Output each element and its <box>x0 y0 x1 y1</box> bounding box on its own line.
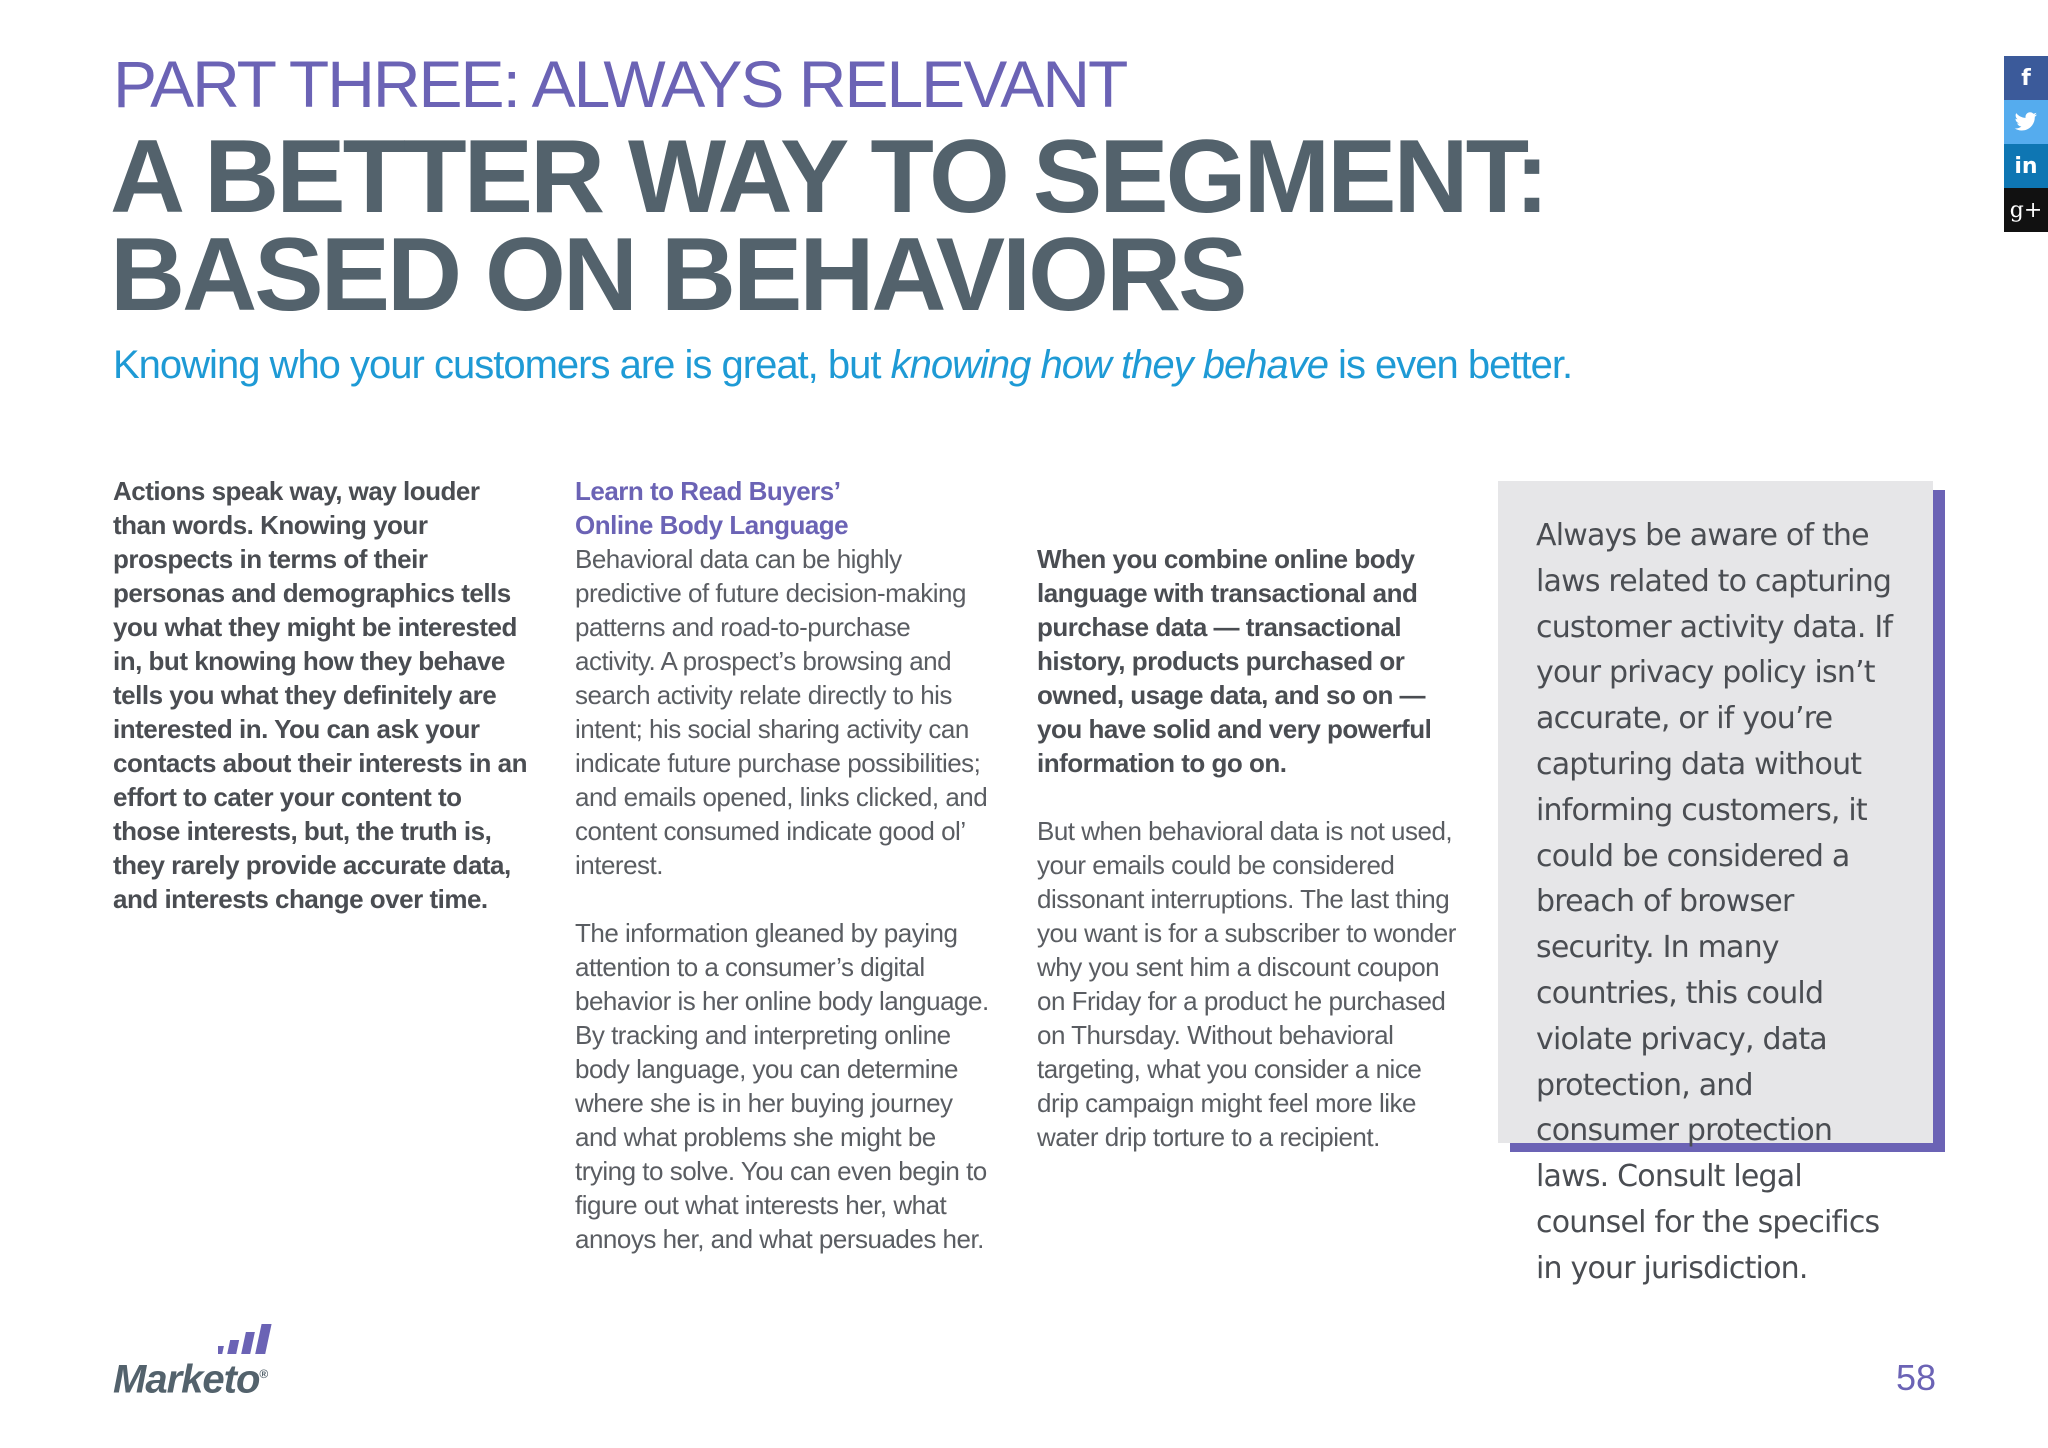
linkedin-icon: in <box>2014 153 2038 179</box>
body-language-column <box>575 474 995 1256</box>
page-number: 58 <box>1896 1357 1937 1398</box>
twitter-share-button[interactable] <box>2004 100 2048 144</box>
page-title-line-1: A BETTER WAY TO SEGMENT: <box>110 119 1547 235</box>
subtitle-text-end: is even better. <box>1327 343 1573 387</box>
body-paragraph-1: Behavioral data can be highly predictive of future decision-making patterns and road-to-purchase activity. A prospect’s browsing and search activity relate directly to his intent; his social sharing activity can indicate future purchase possibilities; and emails opened, links clicked, and content consumed indicate good ol’ interest. <box>575 544 988 880</box>
intro-paragraph: Actions speak way, way louder than words. Knowing your prospects in terms of their personas and demographics tells you what they might be interested in, but knowing how they behave tells you what they definitely are interested in. You can ask your contacts about their interests in an effort to cater your content to those interests, but, the truth is, they rarely provide accurate data, and interests change over time. <box>113 476 527 914</box>
section-heading-line-2: Online Body Language <box>575 510 849 540</box>
twitter-icon <box>2014 112 2038 132</box>
registered-mark: ® <box>259 1367 268 1381</box>
subtitle-emphasis: knowing how they behave <box>890 343 1328 387</box>
page-title <box>110 119 1547 333</box>
section-heading-line-1: Learn to Read Buyers’ <box>575 476 841 506</box>
googleplus-share-button[interactable] <box>2004 188 2048 232</box>
facebook-share-button[interactable] <box>2004 56 2048 100</box>
googleplus-icon: g+ <box>2009 197 2043 223</box>
linkedin-share-button[interactable] <box>2004 144 2048 188</box>
logo-text: Marketo <box>113 1357 260 1402</box>
logo-bars-icon <box>218 1322 280 1356</box>
callout-text: Always be aware of the laws related to capturing customer activity data. If your privacy policy isn’t accurate, or if you’re capturing data without informing customers, it could be considered a breach of browser security. In many countries, this could violate privacy, data protection, and consumer protection laws. Consult legal counsel for the specifics in your jurisdiction. <box>1536 518 1893 1286</box>
subtitle-text: Knowing who your customers are is great, but <box>113 343 891 387</box>
intro-column <box>113 474 533 916</box>
subtitle <box>113 340 1572 390</box>
page-title-line-2: BASED ON BEHAVIORS <box>110 217 1245 333</box>
combine-data-column <box>1037 542 1467 1154</box>
part-title: PART THREE: ALWAYS RELEVANT <box>113 47 1127 121</box>
marketo-logo <box>113 1322 283 1402</box>
section-heading <box>575 474 995 542</box>
legal-callout-box <box>1498 481 1933 1286</box>
logo-wordmark <box>113 1352 267 1401</box>
body-paragraph-3: But when behavioral data is not used, your emails could be considered dissonant interruptions. The last thing you want is for a subscriber to wonder why you sent him a discount coupon on Friday for a product he purchased on Thursday. Without behavioral targeting, what you consider a nice drip campaign might feel more like water drip torture to a recipient. <box>1037 816 1456 1152</box>
facebook-icon: f <box>2021 65 2031 91</box>
social-share-bar <box>2004 56 2048 232</box>
body-paragraph-2: The information gleaned by paying attention to a consumer’s digital behavior is her online body language. By tracking and interpreting online body language, you can determine where she is in her buying journey and what problems she might be trying to solve. You can even begin to figure out what interests her, what annoys her, and what persuades her. <box>575 918 989 1254</box>
lead-paragraph: When you combine online body language with transactional and purchase data — transactional history, products purchased or owned, usage data, and so on — you have solid and very powerful information to go on. <box>1037 544 1432 778</box>
